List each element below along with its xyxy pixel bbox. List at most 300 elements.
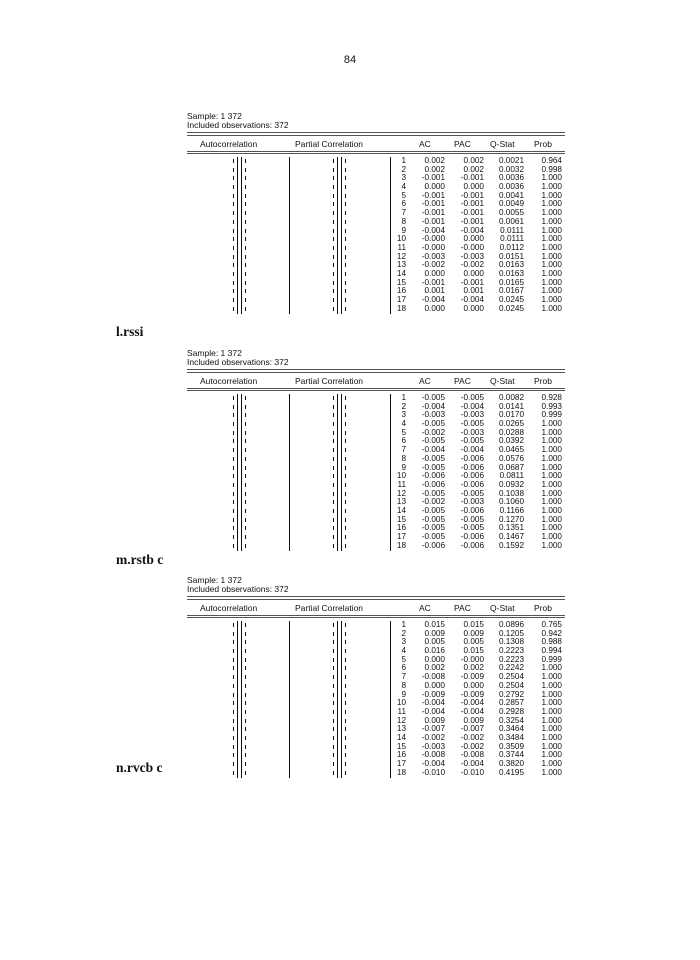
qstat-cell: 0.3820 [498, 759, 524, 768]
lag-cell: 17 [396, 295, 406, 304]
bar-tick [333, 431, 334, 435]
lag-cell: 4 [401, 646, 406, 656]
bar-tick [233, 474, 234, 478]
pac-cell: -0.006 [460, 505, 484, 515]
ac-cell: -0.009 [421, 689, 445, 699]
bar-tick [233, 666, 234, 670]
bar-tick [233, 439, 234, 443]
ac-cell: 0.016 [424, 646, 445, 656]
ac-cell: -0.006 [421, 479, 445, 489]
pac-cell: -0.001 [460, 173, 484, 183]
bar-tick [333, 727, 334, 731]
ac-cell: 0.000 [424, 680, 445, 690]
bar-tick [333, 185, 334, 189]
bar-tick [345, 237, 346, 241]
header-rule-bottom [187, 389, 565, 391]
qstat-cell: 0.0111 [500, 234, 524, 244]
prob-cell: 0.942 [541, 628, 562, 638]
bar-tick [345, 272, 346, 276]
prob-header: Prob [534, 376, 552, 386]
bar-tick [233, 176, 234, 180]
bar-tick [333, 237, 334, 241]
bar-tick [233, 289, 234, 293]
qstat-cell: 0.1592 [498, 540, 524, 550]
lag-cell: 17 [396, 532, 406, 541]
prob-cell: 1.000 [541, 514, 562, 524]
pac-cell: -0.004 [460, 706, 484, 716]
bar-tick [245, 298, 246, 302]
bar-tick [233, 483, 234, 487]
bar-tick [245, 649, 246, 653]
qstat-cell: 0.0576 [498, 453, 524, 463]
bar-tick [333, 745, 334, 749]
observations-text: Included observations: 372 [187, 584, 289, 594]
bar-tick [333, 396, 334, 400]
lag-cell: 13 [396, 260, 406, 270]
bar-tick [345, 263, 346, 267]
bar-tick [345, 448, 346, 452]
column-header-row [187, 136, 565, 152]
prob-cell: 1.000 [541, 488, 562, 498]
bar-tick [345, 736, 346, 740]
bar-tick [245, 396, 246, 400]
pac-cell: -0.001 [460, 208, 484, 218]
bar-tick [333, 623, 334, 627]
qstat-cell: 0.2857 [498, 698, 524, 708]
pac-cell: -0.004 [460, 698, 484, 708]
bar-tick [245, 762, 246, 766]
ac-header: AC [419, 376, 431, 386]
bar-tick [345, 623, 346, 627]
lag-cell: 2 [401, 628, 406, 638]
prob-cell: 1.000 [541, 445, 562, 455]
bar-tick [233, 518, 234, 522]
bar-tick [345, 176, 346, 180]
bar-tick [233, 281, 234, 285]
pac-cell: 0.015 [463, 646, 484, 656]
bar-tick [345, 719, 346, 723]
bar-tick [345, 298, 346, 302]
qstat-cell: 0.0036 [498, 173, 524, 183]
prob-cell: 1.000 [541, 741, 562, 751]
lag-cell: 14 [396, 268, 406, 278]
prob-cell: 1.000 [541, 277, 562, 287]
prob-cell: 1.000 [541, 497, 562, 507]
pac-cell: -0.005 [460, 514, 484, 524]
bar-tick [333, 701, 334, 705]
bar-tick [345, 727, 346, 731]
bar-tick [345, 168, 346, 172]
bar-tick [333, 246, 334, 250]
sample-text: Sample: 1 372 [187, 111, 242, 121]
bar-tick [345, 439, 346, 443]
bar-tick [345, 396, 346, 400]
ac-cell: -0.001 [421, 199, 445, 209]
prob-cell: 1.000 [541, 242, 562, 252]
ac-cell: -0.005 [421, 532, 445, 541]
bar-tick [345, 518, 346, 522]
lag-cell: 16 [396, 286, 406, 296]
qstat-cell: 0.1351 [498, 523, 524, 533]
qstat-cell: 0.4195 [498, 767, 524, 777]
qstat-cell: 0.3254 [498, 715, 524, 725]
prob-cell: 1.000 [541, 724, 562, 734]
qstat-cell: 0.0111 [500, 225, 524, 235]
lag-cell: 13 [396, 497, 406, 507]
bar-tick [333, 632, 334, 636]
lag-cell: 8 [401, 216, 406, 226]
ac-cell: -0.000 [421, 242, 445, 252]
bar-tick [245, 220, 246, 224]
lag-cell: 14 [396, 505, 406, 515]
lag-cell: 6 [401, 436, 406, 446]
prob-cell: 1.000 [541, 199, 562, 209]
ac-cell: -0.007 [421, 724, 445, 734]
prob-cell: 1.000 [541, 689, 562, 699]
autocorrelation-header: Autocorrelation [200, 139, 258, 149]
bar-tick [345, 693, 346, 697]
bar-tick [333, 544, 334, 548]
bar-tick [333, 202, 334, 206]
pac-cell: 0.001 [463, 286, 484, 296]
lag-cell: 10 [396, 471, 406, 481]
bar-tick [245, 736, 246, 740]
bar-tick [333, 483, 334, 487]
bar-tick [333, 211, 334, 215]
qstat-cell: 0.3464 [498, 724, 524, 734]
prob-cell: 0.993 [541, 401, 562, 411]
bar-tick [245, 719, 246, 723]
bar-tick [345, 413, 346, 417]
bar-tick [245, 675, 246, 679]
bar-tick [233, 396, 234, 400]
bar-tick [333, 649, 334, 653]
qstat-cell: 0.2928 [498, 706, 524, 716]
bar-tick [233, 771, 234, 775]
correlogram-body [187, 394, 565, 551]
prob-cell: 1.000 [541, 540, 562, 550]
ac-cell: 0.009 [424, 628, 445, 638]
bar-tick [245, 684, 246, 688]
bar-tick [333, 255, 334, 259]
pac-cell: 0.002 [463, 663, 484, 673]
pac-cell: -0.004 [460, 295, 484, 304]
bar-tick [245, 439, 246, 443]
prob-cell: 1.000 [541, 698, 562, 708]
ac-cell: -0.001 [421, 190, 445, 200]
qstat-cell: 0.2504 [498, 680, 524, 690]
pac-cell: -0.006 [460, 462, 484, 472]
bar-tick [233, 658, 234, 662]
header-rule-bottom [187, 616, 565, 618]
pac-header: PAC [454, 139, 471, 149]
prob-cell: 0.988 [541, 637, 562, 647]
bar-tick [345, 535, 346, 539]
bar-tick [345, 405, 346, 409]
bar-tick [333, 666, 334, 670]
bar-tick [233, 544, 234, 548]
pac-cell: 0.009 [463, 715, 484, 725]
lag-cell: 3 [401, 173, 406, 183]
partial-correlation-header: Partial Correlation [295, 376, 364, 386]
ac-cell: -0.005 [421, 419, 445, 429]
prob-cell: 1.000 [541, 706, 562, 716]
prob-cell: 1.000 [541, 303, 562, 313]
lag-cell: 8 [401, 453, 406, 463]
bar-tick [245, 255, 246, 259]
bar-tick [245, 405, 246, 409]
bar-tick [233, 185, 234, 189]
qstat-cell: 0.2242 [498, 663, 524, 673]
bar-tick [333, 736, 334, 740]
bar-tick [245, 422, 246, 426]
lag-cell: 11 [397, 242, 406, 252]
bar-tick [245, 745, 246, 749]
bar-tick [345, 194, 346, 198]
pac-cell: -0.003 [460, 427, 484, 437]
lag-cell: 5 [401, 427, 406, 437]
prob-cell: 1.000 [541, 173, 562, 183]
pac-cell: -0.003 [460, 410, 484, 420]
ac-cell: 0.001 [424, 286, 445, 296]
qstat-header: Q-Stat [490, 376, 515, 386]
bar-tick [245, 492, 246, 496]
ac-cell: -0.003 [421, 741, 445, 751]
pac-cell: -0.004 [460, 759, 484, 768]
sample-text: Sample: 1 372 [187, 348, 242, 358]
correlogram-block-3 [187, 576, 565, 778]
qstat-cell: 0.0082 [498, 393, 524, 402]
ac-cell: -0.005 [421, 505, 445, 515]
bar-tick [233, 263, 234, 267]
bar-tick [233, 194, 234, 198]
bar-tick [245, 289, 246, 293]
lag-cell: 3 [401, 410, 406, 420]
ac-cell: -0.005 [421, 523, 445, 533]
qstat-cell: 0.3484 [498, 732, 524, 742]
bar-tick [333, 413, 334, 417]
bar-tick [333, 168, 334, 172]
ac-header: AC [419, 139, 431, 149]
qstat-cell: 0.2223 [498, 646, 524, 656]
ac-cell: -0.004 [421, 445, 445, 455]
bar-tick [233, 509, 234, 513]
bar-tick [333, 719, 334, 723]
qstat-cell: 0.0049 [498, 199, 524, 209]
prob-cell: 0.994 [541, 646, 562, 656]
ac-cell: -0.000 [421, 234, 445, 244]
bar-tick [345, 762, 346, 766]
bar-tick [233, 211, 234, 215]
lag-cell: 9 [401, 689, 406, 699]
lag-cell: 18 [396, 767, 406, 777]
bar-tick [233, 640, 234, 644]
bar-tick [345, 640, 346, 644]
table-row [187, 542, 565, 551]
bar-tick [245, 658, 246, 662]
qstat-cell: 0.0041 [498, 190, 524, 200]
bar-tick [345, 422, 346, 426]
bar-tick [333, 509, 334, 513]
pac-cell: -0.005 [460, 523, 484, 533]
bar-tick [345, 211, 346, 215]
ac-cell: -0.005 [421, 514, 445, 524]
pac-cell: -0.006 [460, 532, 484, 541]
partial-correlation-header: Partial Correlation [295, 139, 364, 149]
pac-cell: 0.005 [463, 637, 484, 647]
lag-cell: 4 [401, 419, 406, 429]
ac-cell: 0.000 [424, 303, 445, 313]
qstat-cell: 0.0021 [498, 156, 524, 165]
ac-cell: -0.001 [421, 216, 445, 226]
bar-tick [233, 500, 234, 504]
bar-tick [345, 771, 346, 775]
lag-cell: 7 [401, 672, 406, 682]
pac-cell: 0.000 [463, 303, 484, 313]
prob-cell: 1.000 [541, 750, 562, 760]
lag-cell: 11 [397, 706, 406, 716]
qstat-cell: 0.0112 [499, 242, 524, 252]
bar-tick [345, 544, 346, 548]
lag-cell: 2 [401, 401, 406, 411]
pac-cell: -0.000 [460, 242, 484, 252]
bar-tick [233, 535, 234, 539]
pac-cell: -0.009 [460, 689, 484, 699]
bar-tick [333, 405, 334, 409]
lag-cell: 16 [396, 523, 406, 533]
bar-tick [245, 753, 246, 757]
lag-cell: 1 [401, 620, 406, 629]
prob-header: Prob [534, 139, 552, 149]
bar-tick [345, 666, 346, 670]
prob-cell: 1.000 [541, 190, 562, 200]
bar-tick [345, 474, 346, 478]
lag-cell: 15 [396, 277, 406, 287]
qstat-cell: 0.1060 [498, 497, 524, 507]
bar-tick [333, 500, 334, 504]
bar-tick [233, 229, 234, 233]
bar-tick [333, 307, 334, 311]
bar-tick [333, 298, 334, 302]
bar-tick [245, 701, 246, 705]
prob-cell: 1.000 [541, 182, 562, 192]
ac-cell: -0.004 [421, 401, 445, 411]
bar-tick [333, 518, 334, 522]
bar-tick [233, 719, 234, 723]
pac-cell: -0.000 [460, 654, 484, 664]
bar-tick [333, 229, 334, 233]
ac-cell: -0.006 [421, 471, 445, 481]
bar-tick [345, 466, 346, 470]
ac-cell: -0.001 [421, 173, 445, 183]
lag-cell: 12 [396, 251, 406, 261]
bar-tick [233, 492, 234, 496]
caption-2: m.rstb c [116, 552, 164, 567]
bar-tick [245, 211, 246, 215]
bar-tick [233, 701, 234, 705]
qstat-cell: 0.0163 [498, 268, 524, 278]
bar-tick [233, 745, 234, 749]
prob-cell: 1.000 [541, 523, 562, 533]
bar-tick [345, 710, 346, 714]
ac-cell: -0.003 [421, 410, 445, 420]
prob-cell: 0.999 [541, 654, 562, 664]
pac-cell: -0.001 [460, 190, 484, 200]
prob-cell: 1.000 [541, 715, 562, 725]
bar-tick [233, 298, 234, 302]
bar-tick [345, 255, 346, 259]
pac-cell: 0.002 [463, 164, 484, 174]
lag-cell: 9 [401, 225, 406, 235]
lag-cell: 8 [401, 680, 406, 690]
correlogram-body [187, 621, 565, 778]
bar-tick [333, 771, 334, 775]
bar-tick [333, 675, 334, 679]
bar-tick [245, 474, 246, 478]
bar-tick [245, 535, 246, 539]
prob-cell: 1.000 [541, 427, 562, 437]
bar-tick [333, 693, 334, 697]
lag-cell: 7 [401, 445, 406, 455]
bar-tick [233, 457, 234, 461]
bar-tick [345, 632, 346, 636]
bar-tick [245, 168, 246, 172]
qstat-cell: 0.0055 [498, 208, 524, 218]
lag-cell: 9 [401, 462, 406, 472]
pac-cell: -0.003 [460, 251, 484, 261]
bar-tick [245, 771, 246, 775]
bar-tick [345, 246, 346, 250]
bar-tick [233, 649, 234, 653]
sample-text: Sample: 1 372 [187, 575, 242, 585]
correlogram-block-1 [187, 112, 565, 314]
prob-cell: 1.000 [541, 295, 562, 304]
prob-header: Prob [534, 603, 552, 613]
bar-tick [245, 431, 246, 435]
qstat-cell: 0.0932 [498, 479, 524, 489]
bar-tick [233, 246, 234, 250]
lag-cell: 12 [396, 488, 406, 498]
lag-cell: 18 [396, 303, 406, 313]
prob-cell: 1.000 [541, 234, 562, 244]
prob-cell: 1.000 [541, 505, 562, 515]
ac-cell: -0.005 [421, 488, 445, 498]
bar-tick [233, 431, 234, 435]
ac-cell: -0.005 [421, 462, 445, 472]
qstat-cell: 0.1467 [498, 532, 524, 541]
bar-tick [245, 194, 246, 198]
bar-tick [333, 710, 334, 714]
qstat-cell: 0.2792 [498, 689, 524, 699]
ac-cell: -0.005 [421, 453, 445, 463]
bar-tick [233, 202, 234, 206]
bar-tick [345, 159, 346, 163]
pac-cell: -0.002 [460, 741, 484, 751]
bar-tick [345, 701, 346, 705]
table-row [187, 769, 565, 778]
prob-cell: 1.000 [541, 286, 562, 296]
bar-tick [245, 457, 246, 461]
bar-tick [233, 526, 234, 530]
qstat-cell: 0.0245 [498, 303, 524, 313]
pac-cell: -0.010 [460, 767, 484, 777]
bar-tick [333, 289, 334, 293]
pac-cell: -0.003 [460, 497, 484, 507]
bar-tick [245, 526, 246, 530]
pac-cell: 0.000 [463, 234, 484, 244]
bar-tick [333, 753, 334, 757]
qstat-cell: 0.0265 [498, 419, 524, 429]
